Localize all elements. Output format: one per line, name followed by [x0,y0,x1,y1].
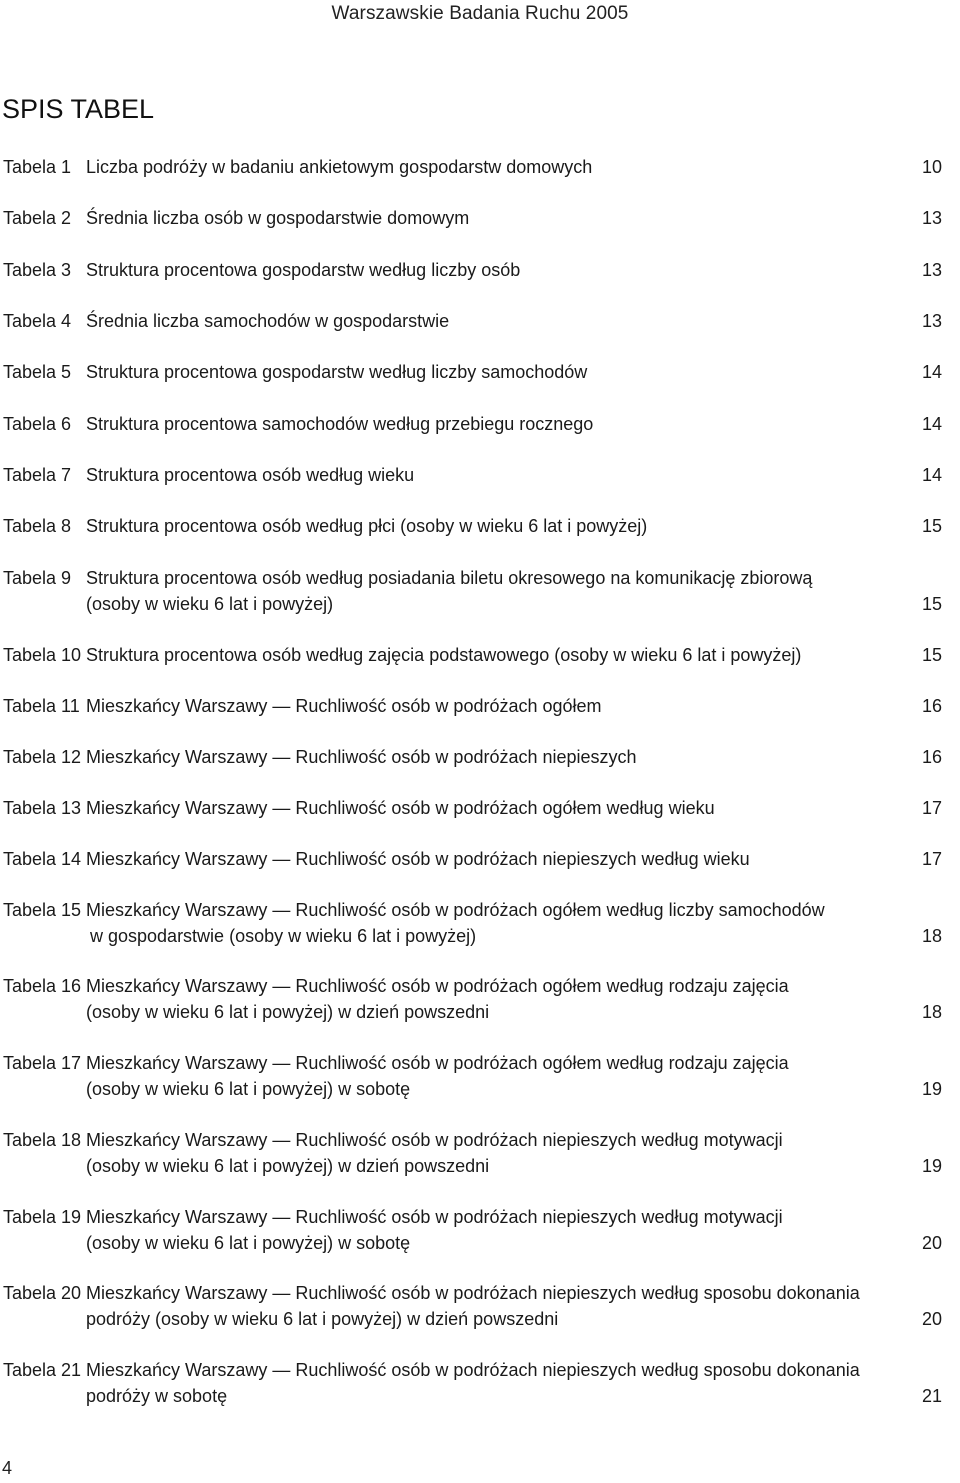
entry-page-number: 18 [921,1002,942,1022]
entry-description-line: Struktura procentowa samochodów według przebiegu rocznego [86,414,594,434]
entry-description-line: Mieszkańcy Warszawy — Ruchliwość osób w podróżach niepieszych według sposobu dokonania [86,1360,860,1380]
entry-description [86,1204,886,1256]
entry-label: Tabela 16 [3,976,82,996]
entry-description [86,308,886,334]
entry-page-number: 17 [921,798,942,818]
entry-description-line: Mieszkańcy Warszawy — Ruchliwość osób w podróżach ogółem według liczby samochodów [86,900,825,920]
entry-description-line: Średnia liczba samochodów w gospodarstwie [86,311,450,331]
entry-description-line: (osoby w wieku 6 lat i powyżej) [86,594,334,614]
entry-description-line: Liczba podróży w badaniu ankietowym gospodarstw domowych [86,157,593,177]
entry-description-line: Struktura procentowa gospodarstw według liczby samochodów [86,362,588,382]
entry-description-line: Mieszkańcy Warszawy — Ruchliwość osób w podróżach ogółem według rodzaju zajęcia [86,1053,789,1073]
entry-label: Tabela 4 [3,311,72,331]
entry-description [86,1357,886,1409]
entry-description-line: (osoby w wieku 6 lat i powyżej) w sobotę [86,1233,411,1253]
entry-description-line: Mieszkańcy Warszawy — Ruchliwość osób w podróżach niepieszych [86,747,637,767]
entry-description-line: Mieszkańcy Warszawy — Ruchliwość osób w podróżach ogółem [86,696,602,716]
entry-label: Tabela 12 [3,747,82,767]
entry-description-line: Mieszkańcy Warszawy — Ruchliwość osób w podróżach niepieszych według sposobu dokonania [86,1283,860,1303]
entry-description-line: Mieszkańcy Warszawy — Ruchliwość osób w podróżach niepieszych według motywacji [86,1207,783,1227]
entry-description [86,795,886,821]
entry-description [86,973,886,1025]
entry-description [86,693,886,719]
entry-description [86,897,886,949]
entry-description [86,257,886,283]
entry-label: Tabela 1 [3,157,72,177]
running-header: Warszawskie Badania Ruchu 2005 [331,3,629,24]
entry-description [86,642,886,668]
entry-label: Tabela 18 [3,1130,82,1150]
entry-description-line: Mieszkańcy Warszawy — Ruchliwość osób w podróżach niepieszych według motywacji [86,1130,783,1150]
entry-page-number: 18 [921,926,942,946]
entry-description-line: (osoby w wieku 6 lat i powyżej) w dzień powszedni [86,1156,490,1176]
entry-label: Tabela 13 [3,798,82,818]
entry-page-number: 10 [921,157,942,177]
entry-page-number: 20 [921,1233,942,1253]
entry-description-line: Średnia liczba osób w gospodarstwie domowym [86,208,470,228]
entry-description-line: Struktura procentowa osób według posiadania biletu okresowego na komunikację zbiorową [86,568,813,588]
entry-description-line: Struktura procentowa gospodarstw według liczby osób [86,260,521,280]
entry-description-line: Mieszkańcy Warszawy — Ruchliwość osób w podróżach niepieszych według wieku [86,849,750,869]
entry-label: Tabela 15 [3,900,82,920]
entry-label: Tabela 14 [3,849,82,869]
entry-description [86,359,886,385]
entry-label: Tabela 20 [3,1283,82,1303]
entry-page-number: 13 [921,208,942,228]
entry-page-number: 16 [921,747,942,767]
entry-description [86,1050,886,1102]
entry-label: Tabela 17 [3,1053,82,1073]
entry-description-line: (osoby w wieku 6 lat i powyżej) w sobotę [86,1079,411,1099]
entry-label: Tabela 2 [3,208,72,228]
entry-description [86,565,886,617]
entry-label: Tabela 8 [3,516,72,536]
entry-description-line: Struktura procentowa osób według zajęcia podstawowego (osoby w wieku 6 lat i powyżej) [86,645,802,665]
entry-description [86,411,886,437]
entry-description [86,1127,886,1179]
entry-page-number: 19 [921,1156,942,1176]
entry-label: Tabela 19 [3,1207,82,1227]
entry-page-number: 13 [921,311,942,331]
entry-description-line: w gospodarstwie (osoby w wieku 6 lat i powyżej) [90,926,477,946]
entry-page-number: 15 [921,645,942,665]
entry-page-number: 14 [921,362,942,382]
entry-description [86,744,886,770]
entry-page-number: 14 [921,465,942,485]
entry-description [86,1280,886,1332]
entry-page-number: 16 [921,696,942,716]
entry-description-line: (osoby w wieku 6 lat i powyżej) w dzień powszedni [86,1002,490,1022]
entry-description-line: Mieszkańcy Warszawy — Ruchliwość osób w podróżach ogółem według rodzaju zajęcia [86,976,789,996]
entry-page-number: 19 [921,1079,942,1099]
entry-label: Tabela 6 [3,414,72,434]
entry-page-number: 13 [921,260,942,280]
entry-page-number: 15 [921,516,942,536]
entry-description-line: podróży (osoby w wieku 6 lat i powyżej) w dzień powszedni [86,1309,559,1329]
entry-label: Tabela 5 [3,362,72,382]
entry-description-line: podróży w sobotę [86,1386,228,1406]
entry-description [86,846,886,872]
entry-description [86,513,886,539]
entry-label: Tabela 3 [3,260,72,280]
entry-description-line: Struktura procentowa osób według wieku [86,465,415,485]
page-title: SPIS TABEL [2,94,155,124]
entry-page-number: 21 [921,1386,942,1406]
entry-label: Tabela 7 [3,465,72,485]
entry-description [86,462,886,488]
entry-description-line: Struktura procentowa osób według płci (osoby w wieku 6 lat i powyżej) [86,516,648,536]
entry-page-number: 17 [921,849,942,869]
entry-label: Tabela 10 [3,645,82,665]
entry-label: Tabela 11 [3,696,80,716]
page-number: 4 [2,1458,13,1478]
entry-label: Tabela 21 [3,1360,82,1380]
entry-label: Tabela 9 [3,568,72,588]
entry-page-number: 14 [921,414,942,434]
entry-page-number: 15 [921,594,942,614]
entry-description [86,154,886,180]
entry-description [86,205,886,231]
entry-description-line: Mieszkańcy Warszawy — Ruchliwość osób w podróżach ogółem według wieku [86,798,715,818]
entry-page-number: 20 [921,1309,942,1329]
